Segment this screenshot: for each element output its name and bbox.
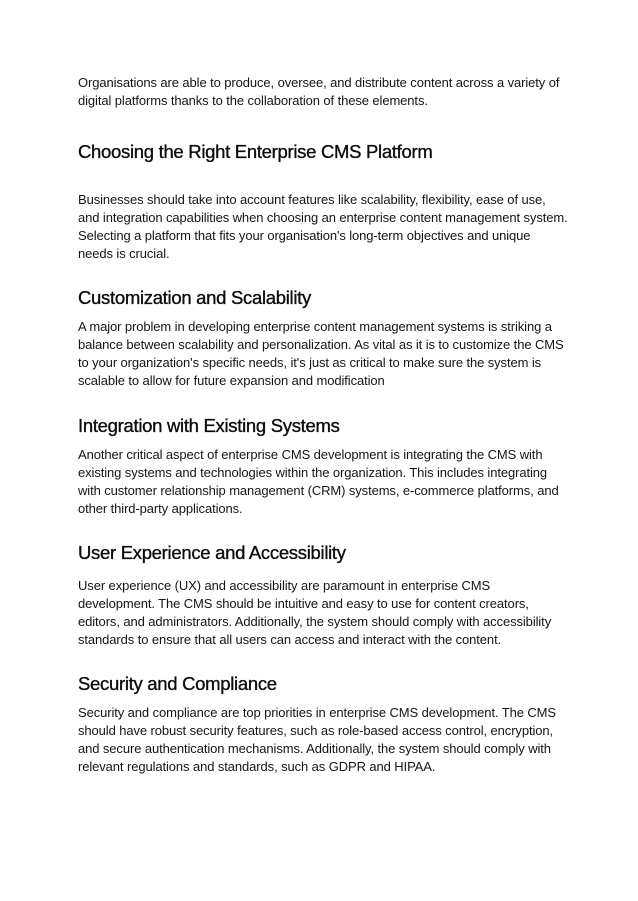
section-body-choosing-platform: Businesses should take into account features like scalability, flexibility, ease of use, and integration capabilities when choosing an enterprise content management system. Selecting a platform that fits your organisation's long-term objectives and unique needs is crucial. [78, 192, 568, 261]
section-heading-integration: Integration with Existing Systems [78, 415, 340, 436]
section-heading-user-experience: User Experience and Accessibility [78, 542, 346, 563]
section-body-security: Security and compliance are top priorities in enterprise CMS development. The CMS should have robust security features, such as role-based access control, encryption, and secure authentication mechanisms. Additionally, the system should comply with relevant regulations and standards, such as GDPR and HIPAA. [78, 705, 556, 774]
section-heading-choosing-platform: Choosing the Right Enterprise CMS Platform [78, 141, 433, 162]
document-content [78, 74, 568, 776]
section-heading-security: Security and Compliance [78, 673, 277, 694]
section-body-customization: A major problem in developing enterprise content management systems is striking a balance between scalability and personalization. As vital as it is to customize the CMS to your organization's specific needs, it's just as critical to make sure the system is scalable to allow for future expansion and modification [78, 319, 564, 388]
section-body-user-experience: User experience (UX) and accessibility are paramount in enterprise CMS development. The CMS should be intuitive and easy to use for content creators, editors, and administrators. Additionally, the system should comply with accessibility standards to ensure that all users can access and interact with the content. [78, 578, 552, 647]
intro-paragraph: Organisations are able to produce, oversee, and distribute content across a variety of digital platforms thanks to the collaboration of these elements. [78, 75, 560, 108]
section-heading-customization: Customization and Scalability [78, 287, 311, 308]
section-body-integration: Another critical aspect of enterprise CMS development is integrating the CMS with existing systems and technologies within the organization. This includes integrating with customer relationship management (CRM) systems, e-commerce platforms, and other third-party applications. [78, 447, 559, 516]
